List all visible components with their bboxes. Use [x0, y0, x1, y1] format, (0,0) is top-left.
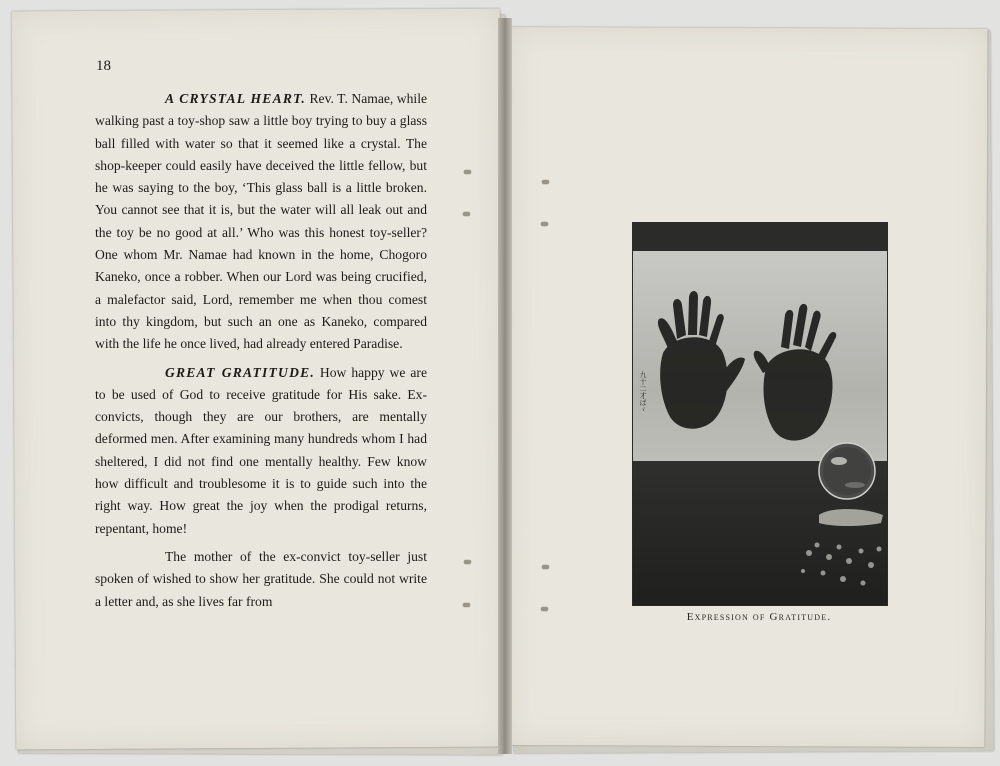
photo-plate	[632, 222, 888, 606]
paragraph-great-gratitude	[95, 362, 427, 540]
folded-object	[819, 509, 883, 526]
handprints-illustration	[633, 223, 887, 605]
paragraph-heading: GREAT GRATITUDE.	[165, 364, 315, 380]
staple-hole	[541, 222, 548, 226]
paragraph-heading: A CRYSTAL HEART.	[165, 91, 306, 106]
paragraph-text: How happy we are to be used of God to receive gratitude for His sake. Ex-convicts, though they are our brothers, are mentally deformed men. After examining many hundreds whom I had sheltered, I did not find one mentally healthy. Few know how difficult and troublesome it is to guide such into the right way. How great the joy when the prodigal returns, repentant, home!	[95, 364, 427, 536]
paragraph-crystal-heart	[95, 88, 427, 356]
staple-hole	[541, 607, 548, 611]
staple-hole	[464, 170, 471, 174]
book-gutter	[498, 18, 512, 754]
paragraph-text: The mother of the ex-convict toy-seller just spoken of wished to show her gratitude. She could not write a letter and, as she lives far from	[95, 548, 427, 609]
flowers	[801, 543, 882, 586]
plate-caption: Expression of Gratitude.	[686, 611, 832, 623]
staple-hole	[542, 180, 549, 184]
page-number: 18	[96, 58, 111, 74]
left-handprint	[658, 291, 745, 429]
plate-inscription: 九十二才ばゞ	[639, 371, 647, 413]
staple-hole	[463, 603, 470, 607]
paragraph-mother	[95, 546, 427, 613]
staple-hole	[542, 565, 549, 569]
right-handprint	[754, 304, 837, 441]
staple-hole	[464, 560, 471, 564]
paragraph-text: Rev. T. Namae, while walking past a toy-shop saw a little boy trying to buy a glass ball filled with water so that it seemed like a crystal. The shop-keeper could easily have deceived the little fellow, but he was saying to the boy, ‘This glass ball is a little broken. You cannot see that it is, but the water will all leak out and the toy be no good at all.’ Who was this honest toy-seller? One whom Mr. Namae had known in the home, Chogoro Kaneko, once a robber. When our Lord was being crucified, a malefactor said, Lord, remember me when thou comest into thy kingdom, but such an one as Kaneko, compared with the life he once lived, had already entered Paradise.	[95, 91, 428, 352]
staple-hole	[463, 212, 470, 216]
body-text	[95, 88, 427, 619]
glass-ball	[819, 443, 875, 499]
